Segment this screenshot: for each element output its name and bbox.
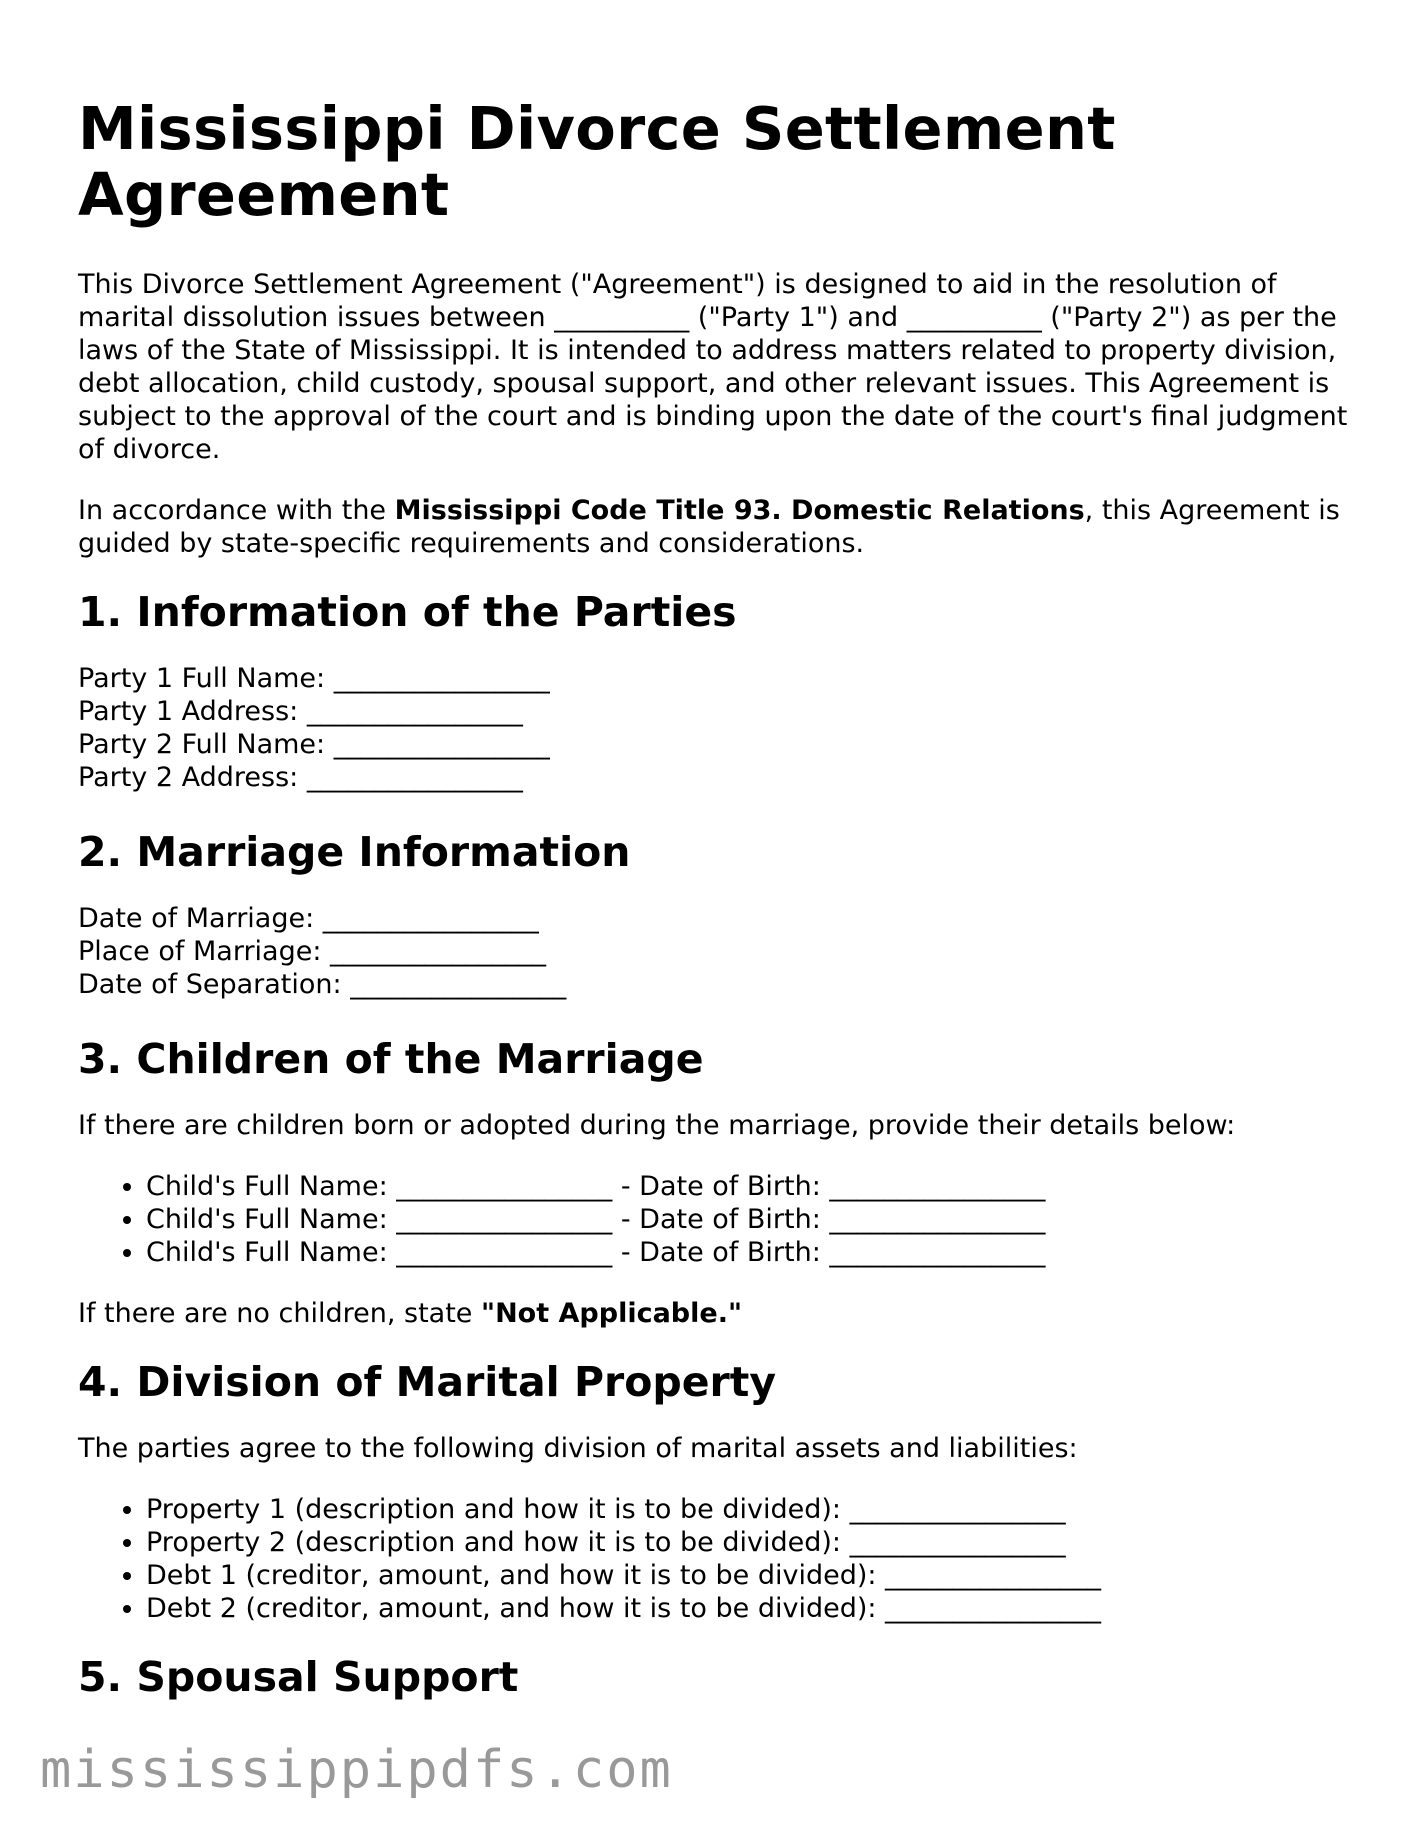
party2-name-field[interactable]: Party 2 Full Name: ________________ xyxy=(78,729,550,760)
party1-address-field[interactable]: Party 1 Address: ________________ xyxy=(78,696,523,727)
legal-code-title: Mississippi Code Title 93. Domestic Relations xyxy=(394,495,1085,526)
marriage-fields xyxy=(78,902,1348,1001)
party1-name-field[interactable]: Party 1 Full Name: ________________ xyxy=(78,663,550,694)
site-watermark: mississippipdfs.com xyxy=(40,1740,673,1800)
date-of-separation-field[interactable]: Date of Separation: ________________ xyxy=(78,969,567,1000)
children-intro: If there are children born or adopted during the marriage, provide their details below: xyxy=(78,1110,1236,1141)
property-entry[interactable]: • Property 2 (description and how it is to be divided): ________________ xyxy=(146,1526,1348,1559)
debt-entry[interactable]: • Debt 2 (creditor, amount, and how it is to be divided): ________________ xyxy=(146,1592,1348,1625)
party-fields xyxy=(78,662,1348,794)
section-heading-parties: 1. Information of the Parties xyxy=(78,588,737,636)
debt-entry[interactable]: • Debt 1 (creditor, amount, and how it is to be divided): ________________ xyxy=(146,1559,1348,1592)
section-support xyxy=(78,1653,1348,1701)
section-parties xyxy=(78,588,1348,794)
legal-reference-suffix: , this Agreement is guided by state-specific requirements and considerations. xyxy=(78,495,1340,559)
children-note xyxy=(78,1297,1348,1330)
section-property xyxy=(78,1358,1348,1625)
section-heading-support: 5. Spousal Support xyxy=(78,1653,519,1701)
not-applicable-label: "Not Applicable." xyxy=(481,1298,743,1329)
legal-reference-prefix: In accordance with the xyxy=(78,495,395,526)
children-list xyxy=(78,1170,1348,1269)
party2-address-field[interactable]: Party 2 Address: ________________ xyxy=(78,762,523,793)
section-children xyxy=(78,1035,1348,1330)
document-title: Mississippi Divorce Settlement Agreement xyxy=(78,94,1116,229)
date-of-marriage-field[interactable]: Date of Marriage: ________________ xyxy=(78,903,539,934)
intro-paragraph: This Divorce Settlement Agreement ("Agreement") is designed to aid in the resolution of marital dissolution issues between __________ ("Party 1") and __________ ("Party 2") as per the laws of the State of Mississippi. It is intended to address matters related to property division, debt allocation, child custody, spousal support, and other relevant issues. This Agreement is subject to the approval of the court and is binding upon the date of the court's final judgment of divorce. xyxy=(78,269,1348,465)
section-marriage xyxy=(78,828,1348,1001)
section-heading-property: 4. Division of Marital Property xyxy=(78,1358,777,1406)
child-entry[interactable]: • Child's Full Name: ________________ - Date of Birth: ________________ xyxy=(146,1170,1348,1203)
child-entry[interactable]: • Child's Full Name: ________________ - Date of Birth: ________________ xyxy=(146,1203,1348,1236)
section-heading-marriage: 2. Marriage Information xyxy=(78,828,631,876)
child-entry[interactable]: • Child's Full Name: ________________ - Date of Birth: ________________ xyxy=(146,1236,1348,1269)
place-of-marriage-field[interactable]: Place of Marriage: ________________ xyxy=(78,936,547,967)
legal-reference-paragraph xyxy=(78,494,1348,560)
document-page xyxy=(78,96,1348,1727)
property-list xyxy=(78,1493,1348,1625)
property-entry[interactable]: • Property 1 (description and how it is to be divided): ________________ xyxy=(146,1493,1348,1526)
property-intro: The parties agree to the following division of marital assets and liabilities: xyxy=(78,1433,1078,1464)
section-heading-children: 3. Children of the Marriage xyxy=(78,1035,704,1083)
children-note-text: If there are no children, state xyxy=(78,1298,481,1329)
